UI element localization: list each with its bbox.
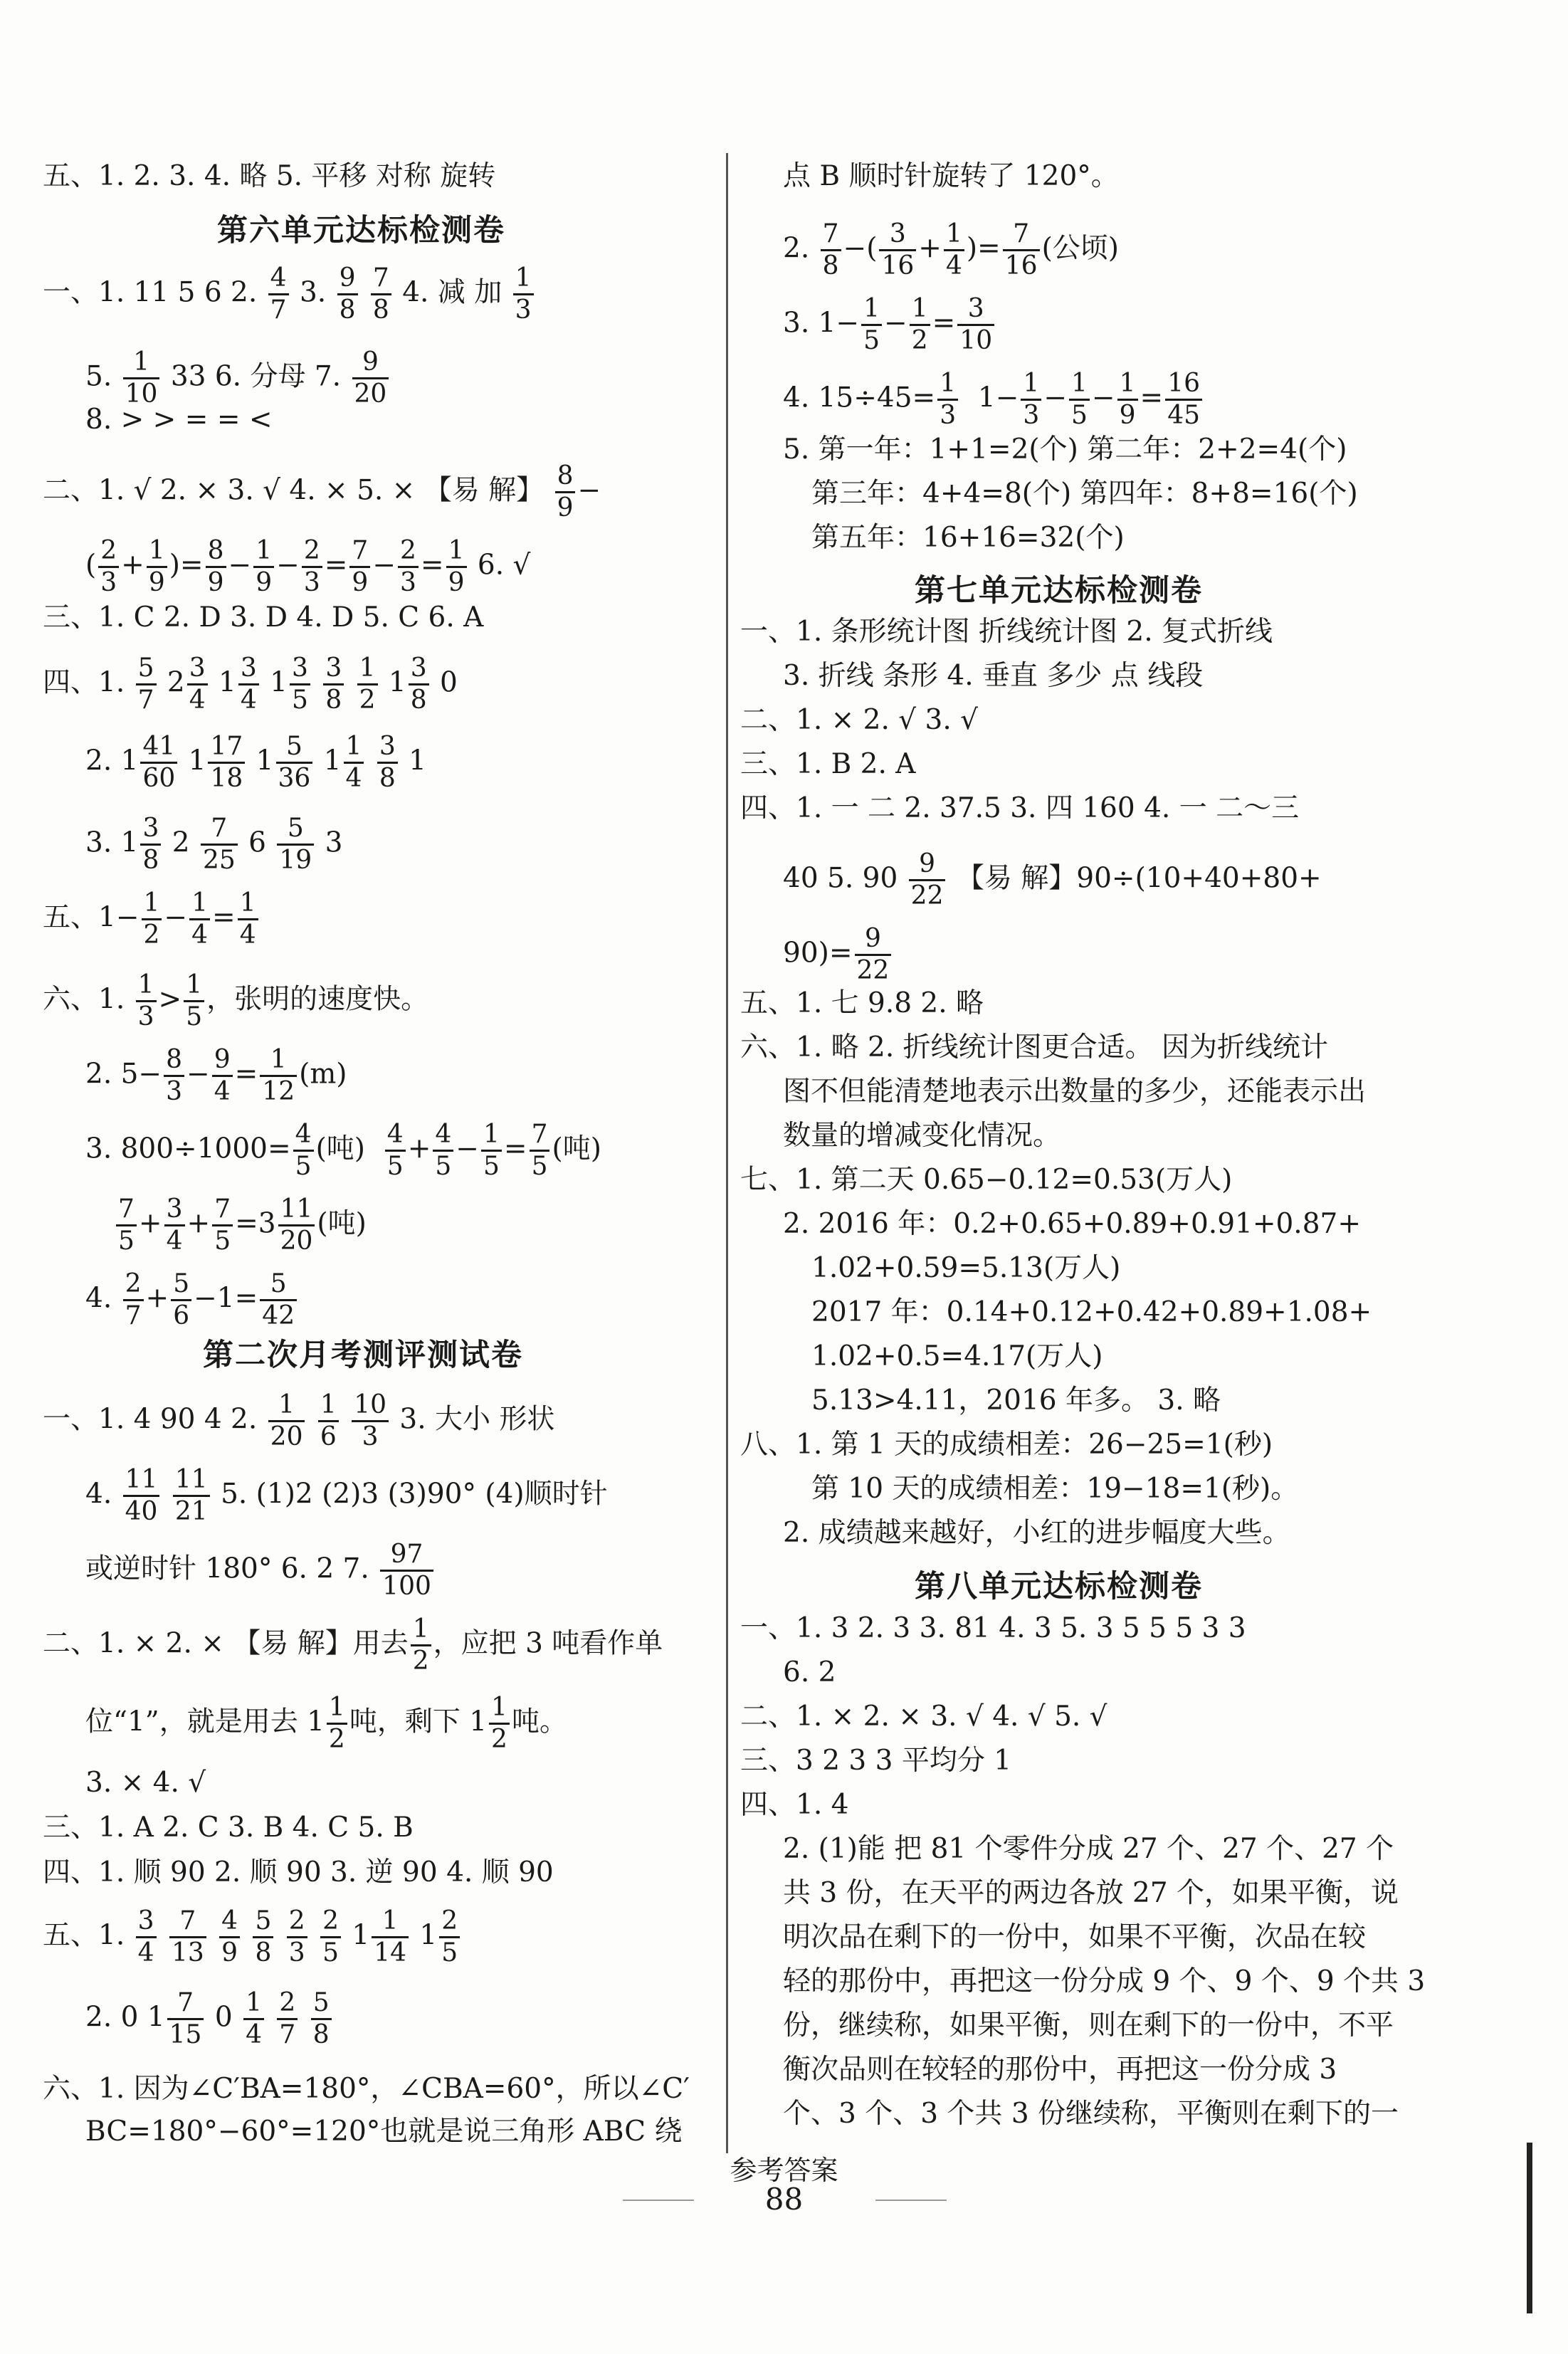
answer-line: 轻的那份中，再把这一份分成 9 个、9 个、9 个共 3 xyxy=(783,1965,1426,1997)
answer-line: 点 B 顺时针旋转了 120°。 xyxy=(783,160,1119,192)
answer-line: 2. $\frac{7}{8}$ −( $\frac{3}{16}$ + $\frac{1}{4}$ )= $\frac{7}{16}$ (公顷) xyxy=(783,219,1119,280)
answer-line: 位“1”，就是用去 1 $\frac{1}{2}$ 吨，剩下 1 $\frac{1}{2}$ 吨。 xyxy=(85,1693,567,1754)
answer-line: 衡次品则在较轻的那份中，再把这一份分成 3 xyxy=(783,2054,1337,2086)
answer-line: 8. > > = = < xyxy=(85,404,273,436)
column-divider xyxy=(726,153,728,2153)
answer-line: 数量的增减变化情况。 xyxy=(783,1120,1061,1152)
answer-line: 二、1. × 2. √ 3. √ xyxy=(740,704,978,736)
answer-line: 5. $\frac{1}{10}$ 33 6. 分母 7. $\frac{9}{20}$ xyxy=(85,349,391,408)
page-number: 88 xyxy=(764,2182,804,2217)
answer-line: 3. 折线 条形 4. 垂直 多少 点 线段 xyxy=(783,660,1204,692)
answer-line: 五、1. 2. 3. 4. 略 5. 平移 对称 旋转 xyxy=(43,160,496,192)
answer-line: 3. 1− $\frac{1}{5}$ − $\frac{1}{2}$ = $\frac{3}{10}$ xyxy=(783,295,996,354)
answer-line: 二、1. √ 2. × 3. √ 4. × 5. × 【易 解】 $\frac{8}{9}$ − xyxy=(43,461,601,522)
answer-line: 6. 2 xyxy=(783,1656,836,1688)
answer-line: 一、1. 3 2. 3 3. 81 4. 3 5. 3 5 5 5 3 3 xyxy=(740,1612,1246,1644)
scan-edge-mark xyxy=(1527,2143,1532,2313)
answer-line: 三、1. A 2. C 3. B 4. C 5. B xyxy=(43,1812,414,1844)
answer-line: 一、1. 4 90 4 2. $\frac{1}{20}$ $\frac{1}{6}$ $\frac{10}{3}$ 3. 大小 形状 xyxy=(43,1390,555,1451)
answer-line: 2. 5− $\frac{8}{3}$ − $\frac{9}{4}$ = $\frac{1}{12}$ (m) xyxy=(85,1045,347,1106)
answer-line: 3. × 4. √ xyxy=(85,1767,206,1799)
answer-line: 共 3 份，在天平的两边各放 27 个，如果平衡，说 xyxy=(783,1877,1399,1909)
answer-line: 或逆时针 180° 6. 2 7. $\frac{97}{100}$ xyxy=(85,1541,436,1600)
section-heading: 第七单元达标检测卷 xyxy=(915,573,1203,609)
answer-line: 1.02+0.59=5.13(万人) xyxy=(811,1252,1121,1284)
answer-line: 40 5. 90 $\frac{9}{22}$ 【易 解】90÷(10+40+80+ xyxy=(783,849,1322,910)
answer-line: 三、1. B 2. A xyxy=(740,748,916,780)
answer-line: 五、1. $\frac{3}{4}$ $\frac{7}{13}$ $\frac{4}{9}$ $\frac{5}{8}$ $\frac{2}{3}$ $\frac{2}{5}$ 1 $\frac{1}{14}$ 1 $\frac{2}{5}$ xyxy=(43,1908,462,1967)
answer-line: 八、1. 第 1 天的成绩相差：26−25=1(秒) xyxy=(740,1429,1273,1461)
answer-line: 图不但能清楚地表示出数量的多少，还能表示出 xyxy=(783,1076,1367,1108)
answer-line: 个、3 个、3 个共 3 份继续称，平衡则在剩下的一 xyxy=(783,2098,1399,2130)
answer-line: 六、1. $\frac{1}{3}$ > $\frac{1}{5}$ ，张明的速度快。 xyxy=(43,970,429,1031)
answer-line: 份，继续称，如果平衡，则在剩下的一份中，不平 xyxy=(783,2009,1394,2042)
answer-line: 2. (1)能 把 81 个零件分成 27 个、27 个、27 个 xyxy=(783,1833,1394,1865)
answer-line: 五、1− $\frac{1}{2}$ − $\frac{1}{4}$ = $\frac{1}{4}$ xyxy=(43,890,261,949)
answer-line: 2. 2016 年：0.2+0.65+0.89+0.91+0.87+ xyxy=(783,1208,1362,1240)
answer-line: 三、1. C 2. D 3. D 4. D 5. C 6. A xyxy=(43,601,484,634)
section-heading: 第二次月考测评测试卷 xyxy=(203,1338,523,1373)
answer-line: 一、1. 条形统计图 折线统计图 2. 复式折线 xyxy=(740,616,1273,648)
answer-line: 2017 年：0.14+0.12+0.42+0.89+1.08+ xyxy=(811,1296,1372,1328)
answer-line: 90)= $\frac{9}{22}$ xyxy=(783,925,893,984)
answer-line: 4. $\frac{11}{40}$ $\frac{11}{21}$ 5. (1)2 (2)3 (3)90° (4)顺时针 xyxy=(85,1465,608,1526)
answer-line: 4. 15÷45= $\frac{1}{3}$ 1− $\frac{1}{3}$ − $\frac{1}{5}$ − $\frac{1}{9}$ = $\frac{16}{45}$ xyxy=(783,370,1204,429)
answer-line: 3. 800÷1000= $\frac{4}{5}$ (吨) $\frac{4}{5}$ + $\frac{4}{5}$ − $\frac{1}{5}$ = $\frac{7}{5}$ (吨) xyxy=(85,1120,601,1181)
answer-line: 5.13>4.11，2016 年多。 3. 略 xyxy=(811,1384,1221,1417)
answer-line: 第 10 天的成绩相差：19−18=1(秒)。 xyxy=(811,1473,1299,1505)
answer-line: 一、1. 11 5 6 2. $\frac{4}{7}$ 3. $\frac{9}{8}$ $\frac{7}{8}$ 4. 减 加 $\frac{1}{3}$ xyxy=(43,265,536,324)
answer-line: 六、1. 略 2. 折线统计图更合适。 因为折线统计 xyxy=(740,1031,1329,1063)
answer-line: ( $\frac{2}{3}$ + $\frac{1}{9}$ )= $\frac{8}{9}$ − $\frac{1}{9}$ − $\frac{2}{3}$ = $\frac{7}{9}$ − $\frac{2}{3}$ = $\frac{1}{9}$ 6. √ xyxy=(85,536,531,597)
answer-line: 四、1. $\frac{5}{7}$ 2 $\frac{3}{4}$ 1 $\frac{3}{4}$ 1 $\frac{3}{5}$ $\frac{3}{8}$ $\frac{1}{2}$ 1 $\frac{3}{8}$ 0 xyxy=(43,653,458,715)
section-heading: 第六单元达标检测卷 xyxy=(217,213,505,248)
answer-line: 明次品在剩下的一份中，如果不平衡，次品在较 xyxy=(783,1921,1367,1953)
answer-line: 七、1. 第二天 0.65−0.12=0.53(万人) xyxy=(740,1164,1233,1196)
answer-line: 第五年：16+16=32(个) xyxy=(811,522,1125,554)
answer-line: 3. 1 $\frac{3}{8}$ 2 $\frac{7}{25}$ 6 $\frac{5}{19}$ 3 xyxy=(85,814,343,875)
answer-line: 第三年：4+4=8(个) 第四年：8+8=16(个) xyxy=(811,478,1358,510)
answer-line: 2. 1 $\frac{41}{60}$ 1 $\frac{17}{18}$ 1 $\frac{5}{36}$ 1 $\frac{1}{4}$ $\frac{3}{8}$ 1 xyxy=(85,732,426,793)
answer-line: 六、1. 因为∠C′BA=180°，∠CBA=60°，所以∠C′ xyxy=(43,2073,690,2105)
answer-line: $\frac{7}{5}$ + $\frac{3}{4}$ + $\frac{7}{5}$ =3 $\frac{11}{20}$ (吨) xyxy=(114,1196,367,1255)
answer-line: 二、1. × 2. × 3. √ 4. √ 5. √ xyxy=(740,1701,1107,1733)
answer-line: BC=180°−60°=120°也就是说三角形 ABC 绕 xyxy=(85,2116,683,2148)
answer-line: 四、1. 4 xyxy=(740,1789,849,1821)
section-heading: 第八单元达标检测卷 xyxy=(915,1569,1203,1604)
footer-rule-right xyxy=(875,2200,947,2201)
answer-line: 1.02+0.5=4.17(万人) xyxy=(811,1340,1103,1372)
answer-line: 四、1. 一 二 2. 37.5 3. 四 160 4. 一 二～三 xyxy=(740,792,1300,824)
answer-line: 四、1. 顺 90 2. 顺 90 3. 逆 90 4. 顺 90 xyxy=(43,1856,554,1888)
answer-line: 5. 第一年：1+1=2(个) 第二年：2+2=4(个) xyxy=(783,434,1347,466)
answer-line: 三、3 2 3 3 平均分 1 xyxy=(740,1745,1012,1777)
answer-line: 2. 成绩越来越好，小红的进步幅度大些。 xyxy=(783,1517,1290,1549)
answer-line: 五、1. 七 9.8 2. 略 xyxy=(740,987,984,1019)
answer-line: 2. 0 1 $\frac{7}{15}$ 0 $\frac{1}{4}$ $\frac{2}{7}$ $\frac{5}{8}$ xyxy=(85,1990,334,2049)
answer-line: 二、1. × 2. × 【易 解】用去 $\frac{1}{2}$ ，应把 3 吨看作单 xyxy=(43,1614,663,1676)
answer-line: 4. $\frac{2}{7}$ + $\frac{5}{6}$ −1= $\frac{5}{42}$ xyxy=(85,1271,299,1330)
footer-label: 参考答案 xyxy=(730,2155,838,2186)
